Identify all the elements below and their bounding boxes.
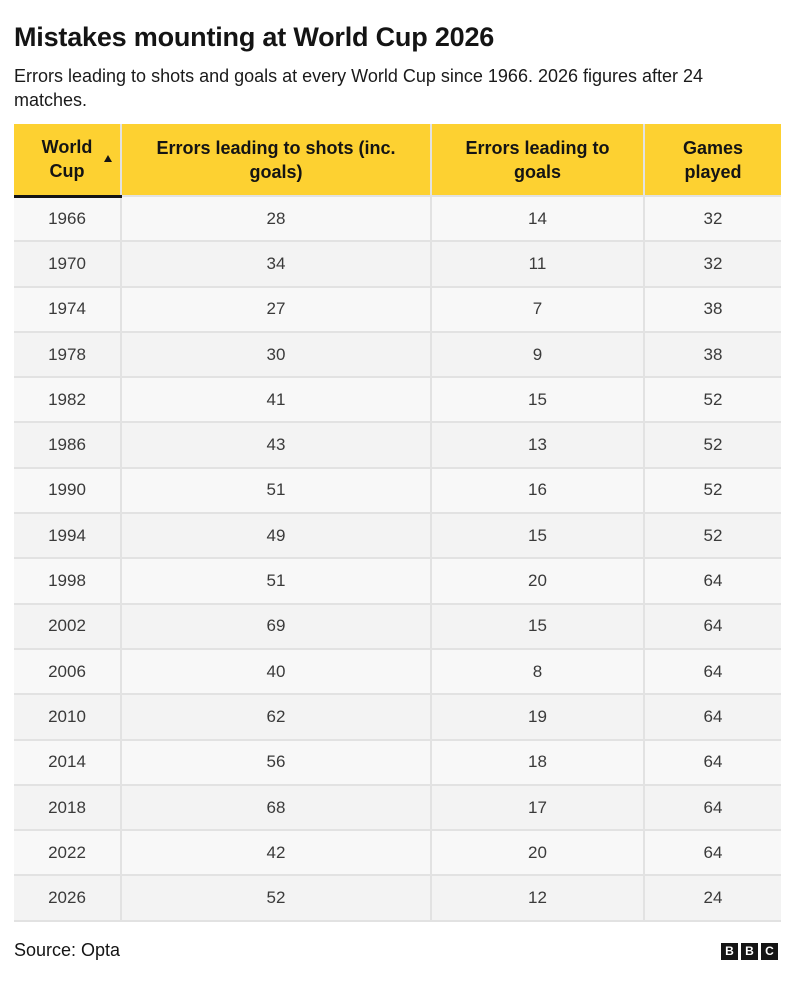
cell-errors-goals: 16 (431, 468, 644, 513)
cell-world-cup: 2014 (14, 740, 121, 785)
logo-letter: C (761, 943, 778, 960)
cell-errors-shots: 52 (121, 875, 431, 920)
table-header-row (14, 124, 781, 196)
page-title: Mistakes mounting at World Cup 2026 (14, 22, 495, 52)
cell-world-cup: 1970 (14, 241, 121, 286)
column-header-label: Games played (682, 137, 744, 182)
cell-errors-goals: 8 (431, 649, 644, 694)
cell-errors-goals: 14 (431, 196, 644, 241)
cell-world-cup: 1978 (14, 332, 121, 377)
cell-errors-goals: 15 (431, 604, 644, 649)
table-row (14, 513, 781, 558)
cell-errors-goals: 12 (431, 875, 644, 920)
cell-games-played: 38 (644, 287, 781, 332)
logo-letter: B (741, 943, 758, 960)
cell-errors-shots: 69 (121, 604, 431, 649)
cell-errors-shots: 51 (121, 558, 431, 603)
cell-world-cup: 1974 (14, 287, 121, 332)
cell-games-played: 52 (644, 377, 781, 422)
cell-games-played: 64 (644, 604, 781, 649)
cell-games-played: 64 (644, 558, 781, 603)
cell-world-cup: 1966 (14, 196, 121, 241)
cell-games-played: 64 (644, 740, 781, 785)
cell-games-played: 52 (644, 422, 781, 467)
cell-errors-shots: 40 (121, 649, 431, 694)
cell-games-played: 64 (644, 830, 781, 875)
cell-errors-goals: 9 (431, 332, 644, 377)
table-row (14, 875, 781, 920)
table-row (14, 196, 781, 241)
cell-world-cup: 2006 (14, 649, 121, 694)
cell-errors-shots: 28 (121, 196, 431, 241)
cell-errors-shots: 43 (121, 422, 431, 467)
cell-errors-goals: 7 (431, 287, 644, 332)
cell-games-played: 32 (644, 196, 781, 241)
cell-errors-shots: 68 (121, 785, 431, 830)
table-row (14, 694, 781, 739)
table-row (14, 785, 781, 830)
cell-errors-goals: 13 (431, 422, 644, 467)
table-row (14, 830, 781, 875)
cell-errors-shots: 27 (121, 287, 431, 332)
cell-world-cup: 2002 (14, 604, 121, 649)
cell-world-cup: 2022 (14, 830, 121, 875)
cell-world-cup: 1986 (14, 422, 121, 467)
cell-errors-goals: 20 (431, 830, 644, 875)
cell-world-cup: 1994 (14, 513, 121, 558)
cell-errors-shots: 30 (121, 332, 431, 377)
cell-games-played: 64 (644, 694, 781, 739)
cell-errors-goals: 17 (431, 785, 644, 830)
cell-games-played: 64 (644, 649, 781, 694)
table-row (14, 287, 781, 332)
cell-errors-shots: 42 (121, 830, 431, 875)
cell-games-played: 64 (644, 785, 781, 830)
cell-errors-shots: 49 (121, 513, 431, 558)
column-header-label: Errors leading to goals (465, 137, 610, 182)
cell-world-cup: 1990 (14, 468, 121, 513)
table-row (14, 422, 781, 467)
cell-errors-shots: 51 (121, 468, 431, 513)
sort-ascending-icon (104, 155, 112, 162)
column-header-games-played[interactable] (644, 124, 781, 196)
cell-errors-shots: 62 (121, 694, 431, 739)
table-row (14, 558, 781, 603)
column-header-world-cup[interactable] (14, 124, 121, 196)
column-header-label: World Cup (41, 137, 93, 182)
table-row (14, 740, 781, 785)
data-table (14, 124, 781, 922)
logo-letter: B (721, 943, 738, 960)
cell-errors-goals: 11 (431, 241, 644, 286)
cell-world-cup: 2010 (14, 694, 121, 739)
cell-games-played: 24 (644, 875, 781, 920)
table-row (14, 377, 781, 422)
cell-errors-goals: 19 (431, 694, 644, 739)
table-body (14, 196, 781, 921)
cell-errors-shots: 41 (121, 377, 431, 422)
cell-errors-shots: 34 (121, 241, 431, 286)
table-row (14, 241, 781, 286)
cell-games-played: 52 (644, 468, 781, 513)
column-header-errors-goals[interactable] (431, 124, 644, 196)
cell-errors-shots: 56 (121, 740, 431, 785)
page-subtitle: Errors leading to shots and goals at every World Cup since 1966. 2026 figures after 24 matches. (14, 66, 704, 110)
cell-world-cup: 2026 (14, 875, 121, 920)
table-row (14, 649, 781, 694)
cell-games-played: 32 (644, 241, 781, 286)
table-row (14, 468, 781, 513)
table-row (14, 332, 781, 377)
cell-world-cup: 1998 (14, 558, 121, 603)
cell-world-cup: 2018 (14, 785, 121, 830)
table-row (14, 604, 781, 649)
source-note: Source: Opta (14, 940, 121, 960)
column-header-label: Errors leading to shots (inc. goals) (156, 137, 396, 182)
cell-world-cup: 1982 (14, 377, 121, 422)
cell-games-played: 38 (644, 332, 781, 377)
bbc-logo (721, 943, 778, 960)
cell-errors-goals: 20 (431, 558, 644, 603)
cell-errors-goals: 15 (431, 377, 644, 422)
cell-errors-goals: 18 (431, 740, 644, 785)
cell-games-played: 52 (644, 513, 781, 558)
column-header-errors-shots[interactable] (121, 124, 431, 196)
cell-errors-goals: 15 (431, 513, 644, 558)
